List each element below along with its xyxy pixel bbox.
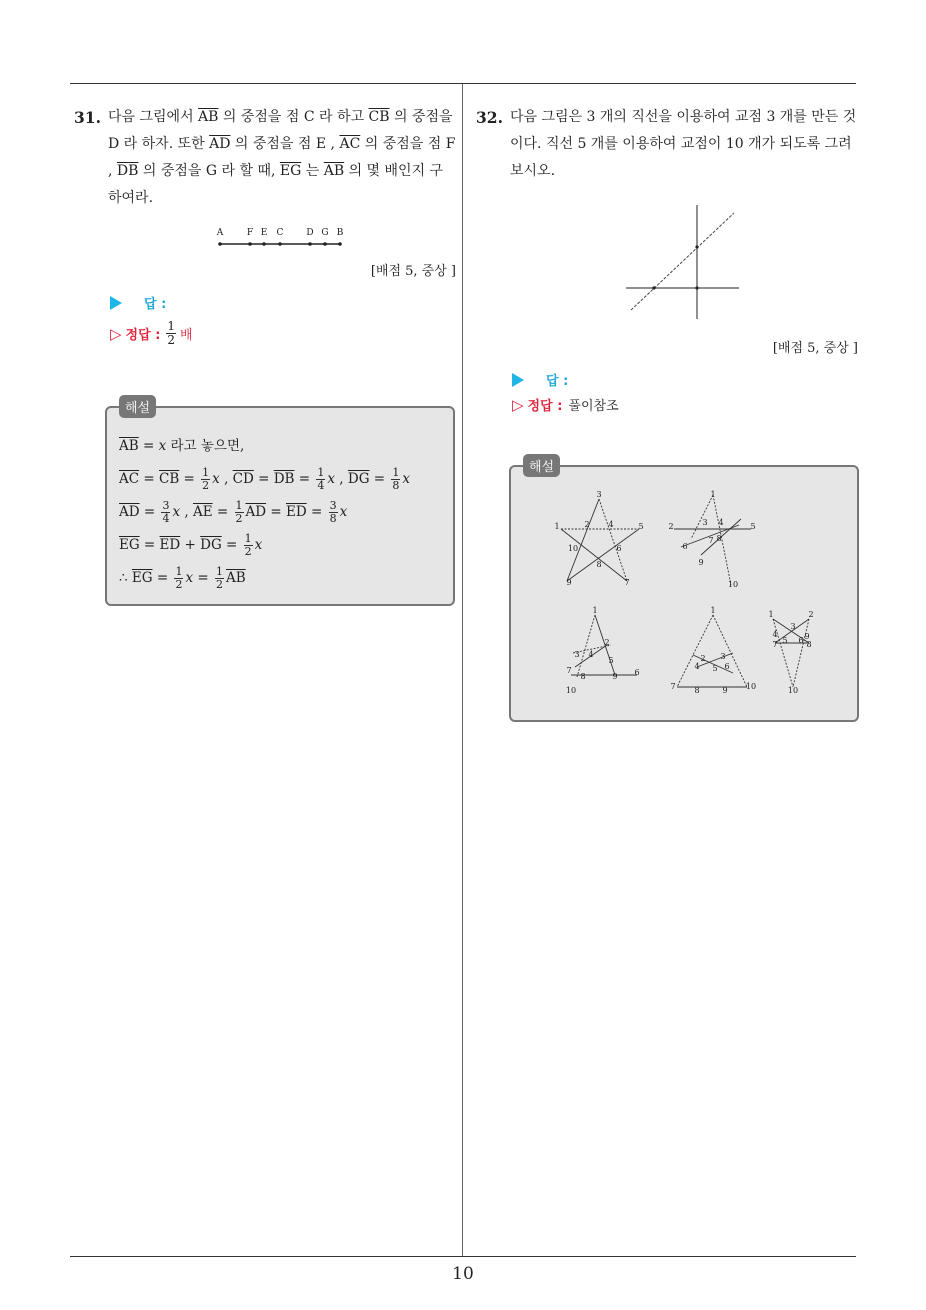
answer-label: 답 : bbox=[144, 297, 167, 312]
figure-label: 6 bbox=[798, 636, 804, 645]
correct-value: 풀이참조 bbox=[568, 399, 619, 414]
top-rule bbox=[70, 83, 856, 84]
segment-point-label: E bbox=[260, 228, 268, 238]
figure-label: 10 bbox=[787, 686, 799, 695]
figure-label: 4 bbox=[608, 520, 614, 529]
figure-label: 8 bbox=[694, 686, 700, 695]
figure-label: 10 bbox=[567, 544, 579, 553]
figure-label: 8 bbox=[716, 534, 722, 543]
figure-label: 5 bbox=[782, 636, 788, 645]
figure-label: 8 bbox=[596, 560, 602, 569]
question-31 bbox=[74, 104, 456, 347]
figure-label: 2 bbox=[668, 522, 674, 531]
segment-point bbox=[218, 242, 222, 246]
segment-point-label: D bbox=[306, 228, 314, 238]
question-32 bbox=[476, 104, 858, 414]
figure-label: 10 bbox=[565, 686, 577, 695]
figure-label: 4 bbox=[718, 518, 724, 527]
figure-label: 5 bbox=[638, 522, 644, 531]
figure-label: 7 bbox=[566, 666, 572, 675]
solution-line: $\overline{AC} = \overline{CB}$ = $\frac{1}{2}$ x , $\overline{CD} = \overline{DB}$ = $\frac{1}{4}$ x , $\overline{DG}$ = $\frac{1}{8}$ x bbox=[119, 466, 411, 492]
figure-label: 5 bbox=[712, 664, 718, 673]
figure-label: 9 bbox=[566, 578, 572, 587]
correct-answer-row bbox=[512, 395, 858, 414]
figure-line bbox=[691, 495, 713, 539]
three-lines-figure bbox=[476, 193, 858, 323]
figure-label: 5 bbox=[608, 656, 614, 665]
solution-line: $\overline{AB} = x$ 라고 놓으면, bbox=[119, 438, 245, 454]
figure-label: 10 bbox=[745, 682, 757, 691]
answer-label: 답 : bbox=[546, 374, 569, 389]
figure-label: 9 bbox=[612, 672, 618, 681]
figure-line bbox=[561, 529, 627, 581]
figure-label: 3 bbox=[720, 652, 726, 661]
figure-label: 2 bbox=[808, 610, 814, 619]
figure-label: 3 bbox=[702, 518, 708, 527]
figure-label: 4 bbox=[694, 662, 700, 671]
figure-label: 1 bbox=[710, 606, 716, 615]
segment-point-label: F bbox=[246, 228, 254, 238]
question-body: 다음 그림에서 $\overline{AB}$ 의 중점을 점 C 라 하고 $\overline{CB}$ 의 중점을 D 라 하자. 또한 $\overline{AD}$ 의 중점을 점 E , $\overline{AC}$ 의 중점을 점 F , $\overline{DB}$ 의 중점을 G 라 할 때, $\overline{EG}$ 는 $\overline{AB}$ 의 몇 배인지 구하여라. bbox=[108, 109, 456, 206]
solution-line: ∴ $\overline{EG}$ = $\frac{1}{2}$ x = $\frac{1}{2}$ $\overline{AB}$ bbox=[119, 565, 246, 591]
segment-point-label: A bbox=[216, 228, 224, 238]
figure-label: 8 bbox=[806, 640, 812, 649]
triangle-outline-icon: ▷ bbox=[512, 395, 524, 414]
figure-line bbox=[567, 529, 639, 581]
figure-label: 2 bbox=[700, 654, 706, 663]
play-icon bbox=[110, 296, 122, 310]
figure-label: 5 bbox=[750, 522, 756, 531]
solution-text bbox=[119, 430, 410, 595]
answer-fraction: $\frac{1}{2}$ bbox=[167, 319, 176, 347]
segment-figure bbox=[74, 222, 456, 252]
figure-label: 6 bbox=[682, 542, 688, 551]
answer-row bbox=[110, 293, 456, 312]
triangle-outline-icon: ▷ bbox=[110, 324, 122, 343]
score-label: [배점 5, 중상 ] bbox=[370, 264, 456, 279]
segment-point-label: G bbox=[321, 228, 329, 238]
figure-label: 3 bbox=[596, 490, 602, 499]
segment-point bbox=[248, 242, 252, 246]
figure-label: 9 bbox=[698, 558, 704, 567]
question-31-text bbox=[74, 104, 456, 212]
figure-line bbox=[567, 499, 602, 581]
bottom-rule bbox=[70, 1256, 856, 1257]
figure-label: 1 bbox=[554, 522, 560, 531]
segment-point bbox=[278, 242, 282, 246]
segment-point bbox=[262, 242, 266, 246]
solution-box-31 bbox=[105, 401, 455, 606]
solution-box-32 bbox=[509, 460, 859, 722]
star-figures bbox=[511, 467, 857, 720]
figure-label: 2 bbox=[584, 520, 590, 529]
question-number: 31. bbox=[74, 108, 101, 127]
segment-point-label: B bbox=[336, 228, 344, 238]
figure-line bbox=[577, 615, 595, 677]
correct-label: 정답 : bbox=[125, 328, 161, 343]
correct-label: 정답 : bbox=[527, 399, 563, 414]
figure-label: 7 bbox=[624, 578, 630, 587]
solution-line: $\overline{AD}$ = $\frac{3}{4}$ x , $\overline{AE}$ = $\frac{1}{2}$ $\overline{AD} = \overline{ED}$ = $\frac{3}{8}$ x bbox=[119, 499, 348, 525]
score-label: [배점 5, 중상 ] bbox=[772, 341, 858, 356]
correct-answer-row bbox=[110, 320, 456, 347]
figure-label: 7 bbox=[772, 640, 778, 649]
segment-point bbox=[308, 242, 312, 246]
question-body: 다음 그림은 3 개의 직선을 이용하여 교점 3 개를 만든 것이다. 직선 5 개를 이용하여 교점이 10 개가 되도록 그려보시오. bbox=[510, 109, 857, 179]
figure-label: 9 bbox=[722, 686, 728, 695]
question-number: 32. bbox=[476, 108, 503, 127]
figure-line bbox=[599, 499, 627, 581]
figure-line bbox=[713, 615, 747, 687]
figure-label: 7 bbox=[708, 536, 714, 545]
column-divider bbox=[462, 84, 463, 1256]
figure-line bbox=[677, 615, 713, 687]
segment-point bbox=[338, 242, 342, 246]
figure-label: 9 bbox=[804, 632, 810, 641]
figure-label: 6 bbox=[724, 662, 730, 671]
figure-label: 1 bbox=[710, 490, 716, 499]
figure-label: 10 bbox=[727, 580, 739, 589]
figure-label: 2 bbox=[604, 638, 610, 647]
play-icon bbox=[512, 373, 524, 387]
answer-row bbox=[512, 370, 858, 389]
page-number: 10 bbox=[452, 1264, 474, 1284]
solution-tag: 해설 bbox=[523, 454, 560, 477]
figure-label: 6 bbox=[616, 544, 622, 553]
figure-label: 3 bbox=[790, 622, 796, 631]
figure-label: 4 bbox=[588, 650, 594, 659]
figure-label: 1 bbox=[592, 606, 598, 615]
figure-label: 8 bbox=[580, 672, 586, 681]
answer-suffix: 배 bbox=[180, 328, 193, 343]
figure-label: 7 bbox=[670, 682, 676, 691]
segment-point bbox=[323, 242, 327, 246]
figure-label: 3 bbox=[574, 650, 580, 659]
solution-line: $\overline{EG} = \overline{ED} + \overline{DG}$ = $\frac{1}{2}$ x bbox=[119, 532, 263, 558]
question-32-text bbox=[476, 104, 858, 185]
figure-label: 1 bbox=[768, 610, 774, 619]
segment-point-label: C bbox=[276, 228, 284, 238]
solution-tag: 해설 bbox=[119, 395, 156, 418]
figure-label: 4 bbox=[772, 630, 778, 639]
figure-label: 6 bbox=[634, 668, 640, 677]
